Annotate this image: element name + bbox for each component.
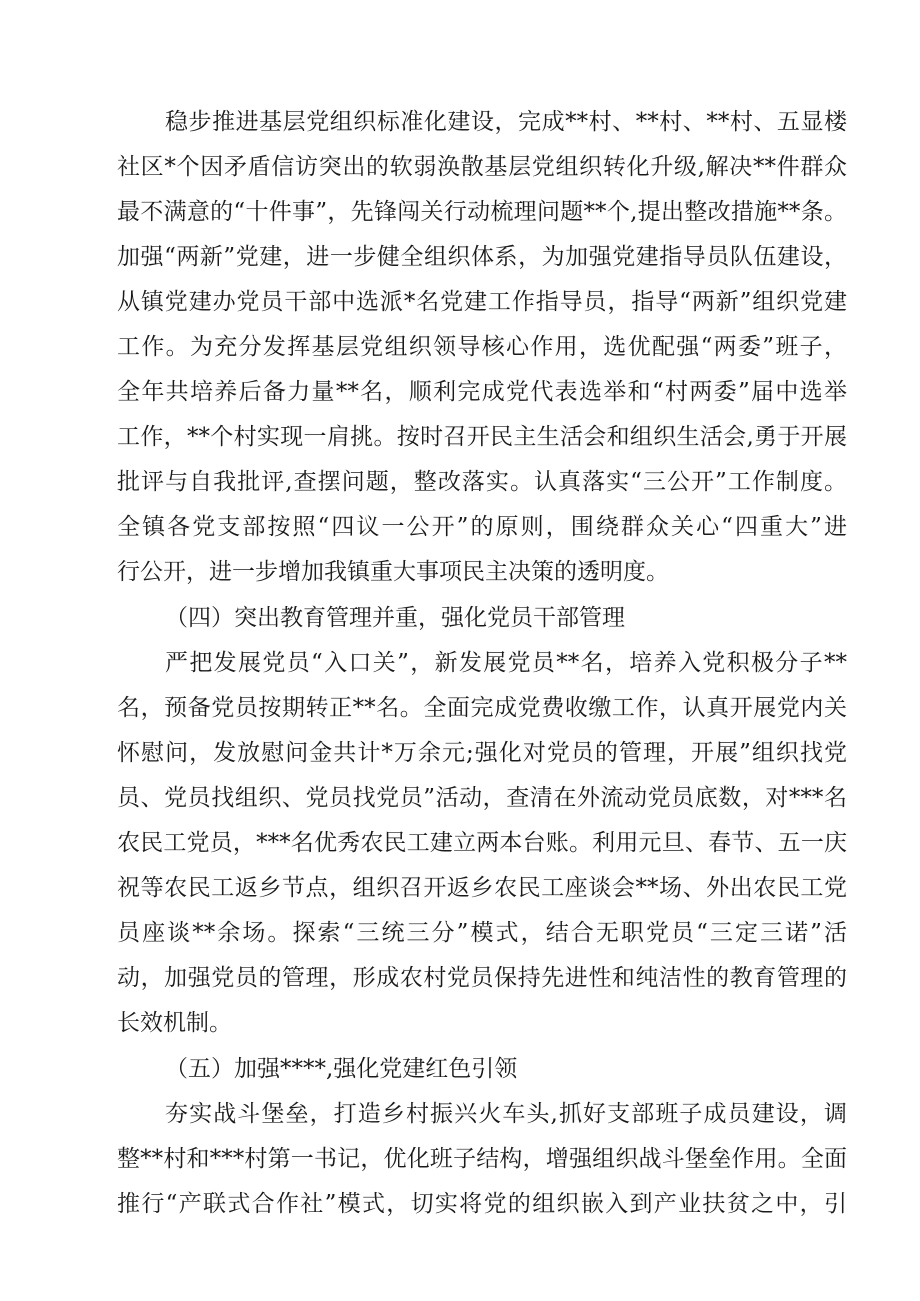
paragraph-1-line: 从镇党建办党员干部中选派*名党建工作指导员，指导“两新”组织党建 xyxy=(117,289,847,315)
paragraph-1-line: 稳步推进基层党组织标准化建设，完成**村、**村、**村、五显楼 xyxy=(165,109,847,135)
section-heading-4: （四）突出教育管理并重，强化党员干部管理 xyxy=(165,605,625,631)
paragraph-1-line: 行公开，进一步增加我镇重大事项民主决策的透明度。 xyxy=(117,559,669,585)
paragraph-1-line: 工作，**个村实现一肩挑。按时召开民主生活会和组织生活会,勇于开展 xyxy=(117,424,847,450)
paragraph-2-line: 农民工党员，***名优秀农民工建立两本台账。利用元旦、春节、五一庆 xyxy=(117,830,847,856)
paragraph-2-line: 员、党员找组织、党员找党员”活动，查清在外流动党员底数，对***名 xyxy=(117,785,847,811)
paragraph-3-line: 整**村和***村第一书记，优化班子结构，增强组织战斗堡垒作用。全面 xyxy=(117,1146,847,1172)
paragraph-3-line: 夯实战斗堡垒，打造乡村振兴火车头,抓好支部班子成员建设，调 xyxy=(165,1101,847,1127)
paragraph-2-line: 长效机制。 xyxy=(117,1010,232,1036)
paragraph-1-line: 全镇各党支部按照“四议一公开”的原则，围绕群众关心“四重大”进 xyxy=(117,514,847,540)
paragraph-2-line: 动，加强党员的管理，形成农村党员保持先进性和纯洁性的教育管理的 xyxy=(117,965,847,991)
section-heading-5: （五）加强****,强化党建红色引领 xyxy=(165,1056,518,1082)
paragraph-1-line: 工作。为充分发挥基层党组织领导核心作用，选优配强“两委”班子， xyxy=(117,334,847,360)
paragraph-2-line: 怀慰问，发放慰问金共计*万余元;强化对党员的管理，开展”组织找党 xyxy=(117,740,847,766)
paragraph-1-line: 社区*个因矛盾信访突出的软弱涣散基层党组织转化升级,解决**件群众 xyxy=(117,154,847,180)
paragraph-1-line: 加强“两新”党建，进一步健全组织体系，为加强党建指导员队伍建设， xyxy=(117,244,847,270)
paragraph-2-line: 严把发展党员“入口关”，新发展党员**名，培养入党积极分子** xyxy=(165,650,847,676)
paragraph-3-line: 推行“产联式合作社”模式，切实将党的组织嵌入到产业扶贫之中，引 xyxy=(117,1191,847,1217)
paragraph-1-line: 批评与自我批评,查摆问题，整改落实。认真落实“三公开”工作制度。 xyxy=(117,469,847,495)
paragraph-2-line: 员座谈**余场。探索“三统三分”模式，结合无职党员“三定三诺”活 xyxy=(117,920,847,946)
paragraph-1-line: 最不满意的“十件事”，先锋闯关行动梳理问题**个,提出整改措施**条。 xyxy=(117,199,847,225)
paragraph-1-line: 全年共培养后备力量**名，顺利完成党代表选举和“村两委”届中选举 xyxy=(117,379,847,405)
paragraph-2-line: 祝等农民工返乡节点，组织召开返乡农民工座谈会**场、外出农民工党 xyxy=(117,875,847,901)
paragraph-2-line: 名，预备党员按期转正**名。全面完成党费收缴工作，认真开展党内关 xyxy=(117,695,847,721)
